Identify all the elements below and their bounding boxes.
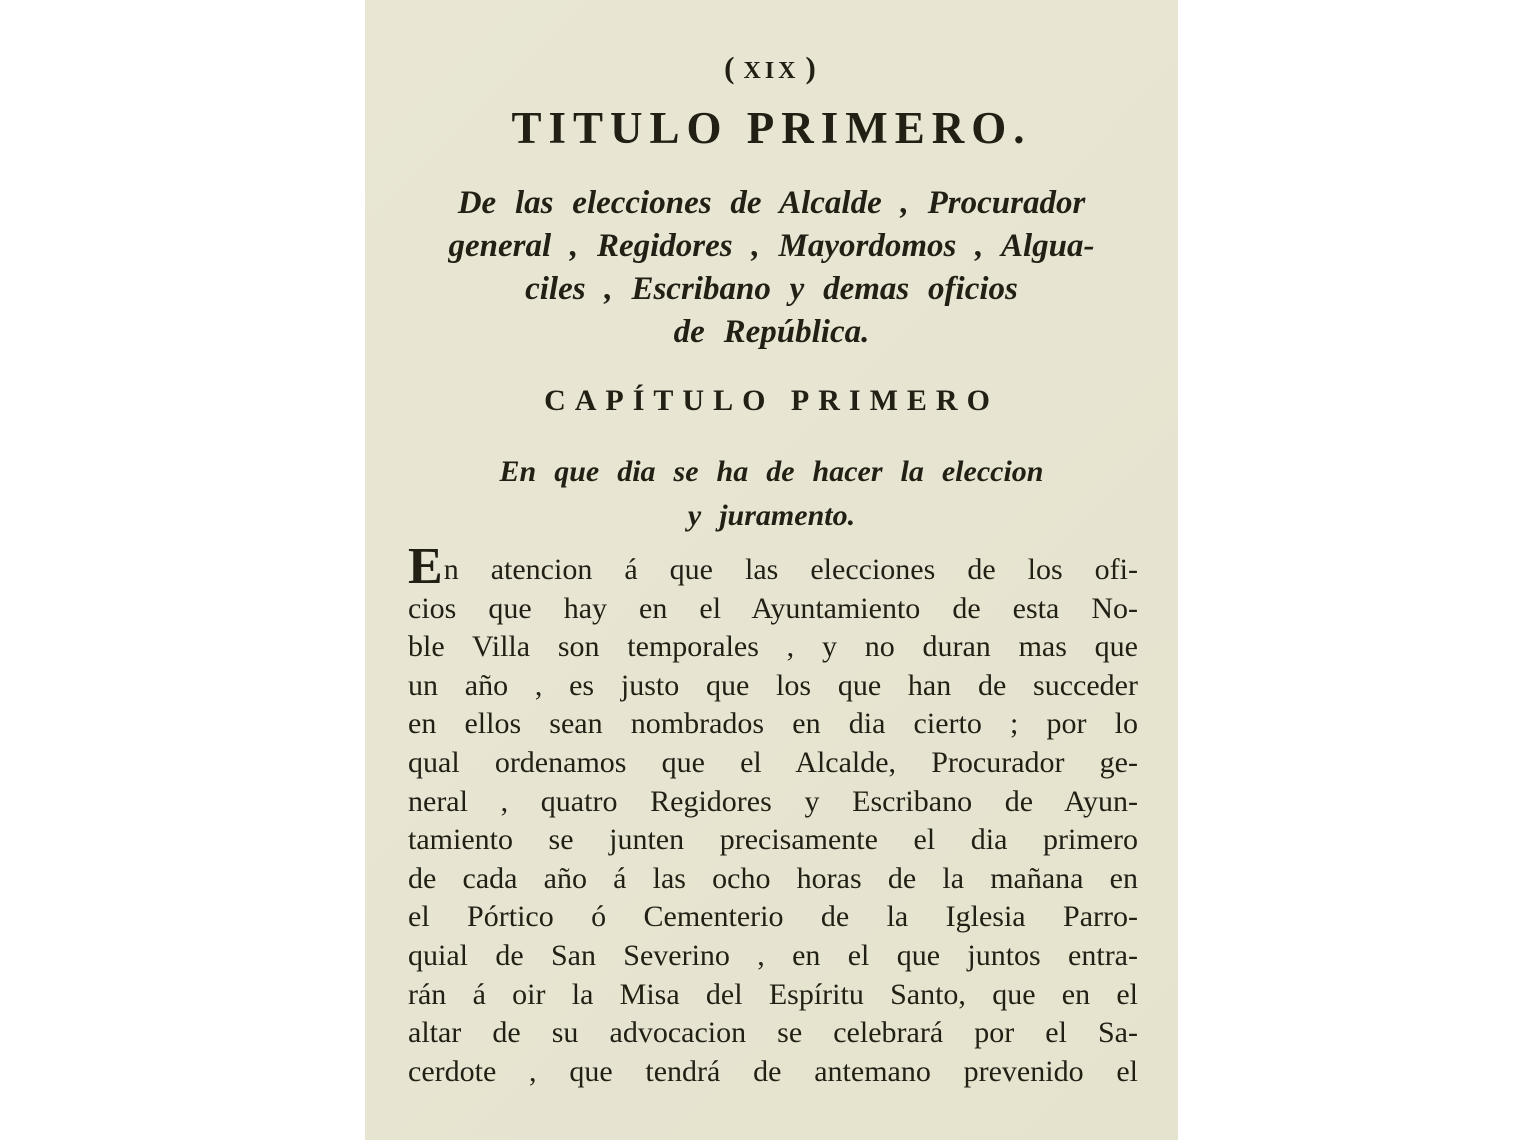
title-heading: TITULO PRIMERO. (511, 103, 1032, 153)
body-line: quial de San Severino , en el que juntos entra- (408, 938, 1138, 972)
body-line-first (408, 538, 1138, 595)
chapter-subtitle-line: y juramento. (687, 499, 856, 532)
title-subtitle (365, 182, 1178, 354)
body-line: qual ordenamos que el Alcalde, Procurador ge- (408, 745, 1138, 779)
body-line: cios que hay en el Ayuntamiento de esta No- (408, 591, 1138, 625)
folio-roman-numeral: XIX (743, 58, 800, 84)
title-subtitle-line: general , Regidores , Mayordomos , Algua- (448, 228, 1095, 264)
book-page-scan (365, 0, 1178, 1140)
body-line: de cada año á las ocho horas de la mañana en (408, 861, 1138, 895)
body-line: un año , es justo que los que han de succeder (408, 668, 1138, 702)
body-line: rán á oir la Misa del Espíritu Santo, que en el (408, 977, 1138, 1011)
body-line: en ellos sean nombrados en dia cierto ; por lo (408, 707, 1138, 741)
chapter-heading: CAPÍTULO PRIMERO (544, 384, 999, 417)
body-line: altar de su advocacion se celebrará por el Sa- (408, 1016, 1138, 1050)
folio-open-paren: ( (724, 50, 738, 85)
title-subtitle-line: de República. (673, 314, 870, 350)
body-line: neral , quatro Regidores y Escribano de Ayun- (408, 784, 1138, 818)
drop-cap-initial: E (408, 538, 443, 595)
body-line: cerdote , que tendrá de antemano prevenido el (408, 1054, 1138, 1088)
body-first-line-text: n atencion á que las elecciones de los ofi- (443, 553, 1138, 586)
body-line: ble Villa son temporales , y no duran mas que (408, 630, 1138, 664)
body-line: el Pórtico ó Cementerio de la Iglesia Parro- (408, 900, 1138, 934)
title-subtitle-line: De las elecciones de Alcalde , Procurador (457, 185, 1086, 221)
body-paragraph (408, 538, 1138, 1091)
page-number (365, 50, 1178, 86)
chapter-subtitle-line: En que dia se ha de hacer la eleccion (499, 455, 1044, 488)
title-subtitle-line: ciles , Escribano y demas oficios (525, 271, 1018, 307)
body-line: tamiento se junten precisamente el dia primero (408, 823, 1138, 857)
chapter-subtitle (365, 450, 1178, 538)
folio-close-paren: ) (805, 50, 819, 85)
